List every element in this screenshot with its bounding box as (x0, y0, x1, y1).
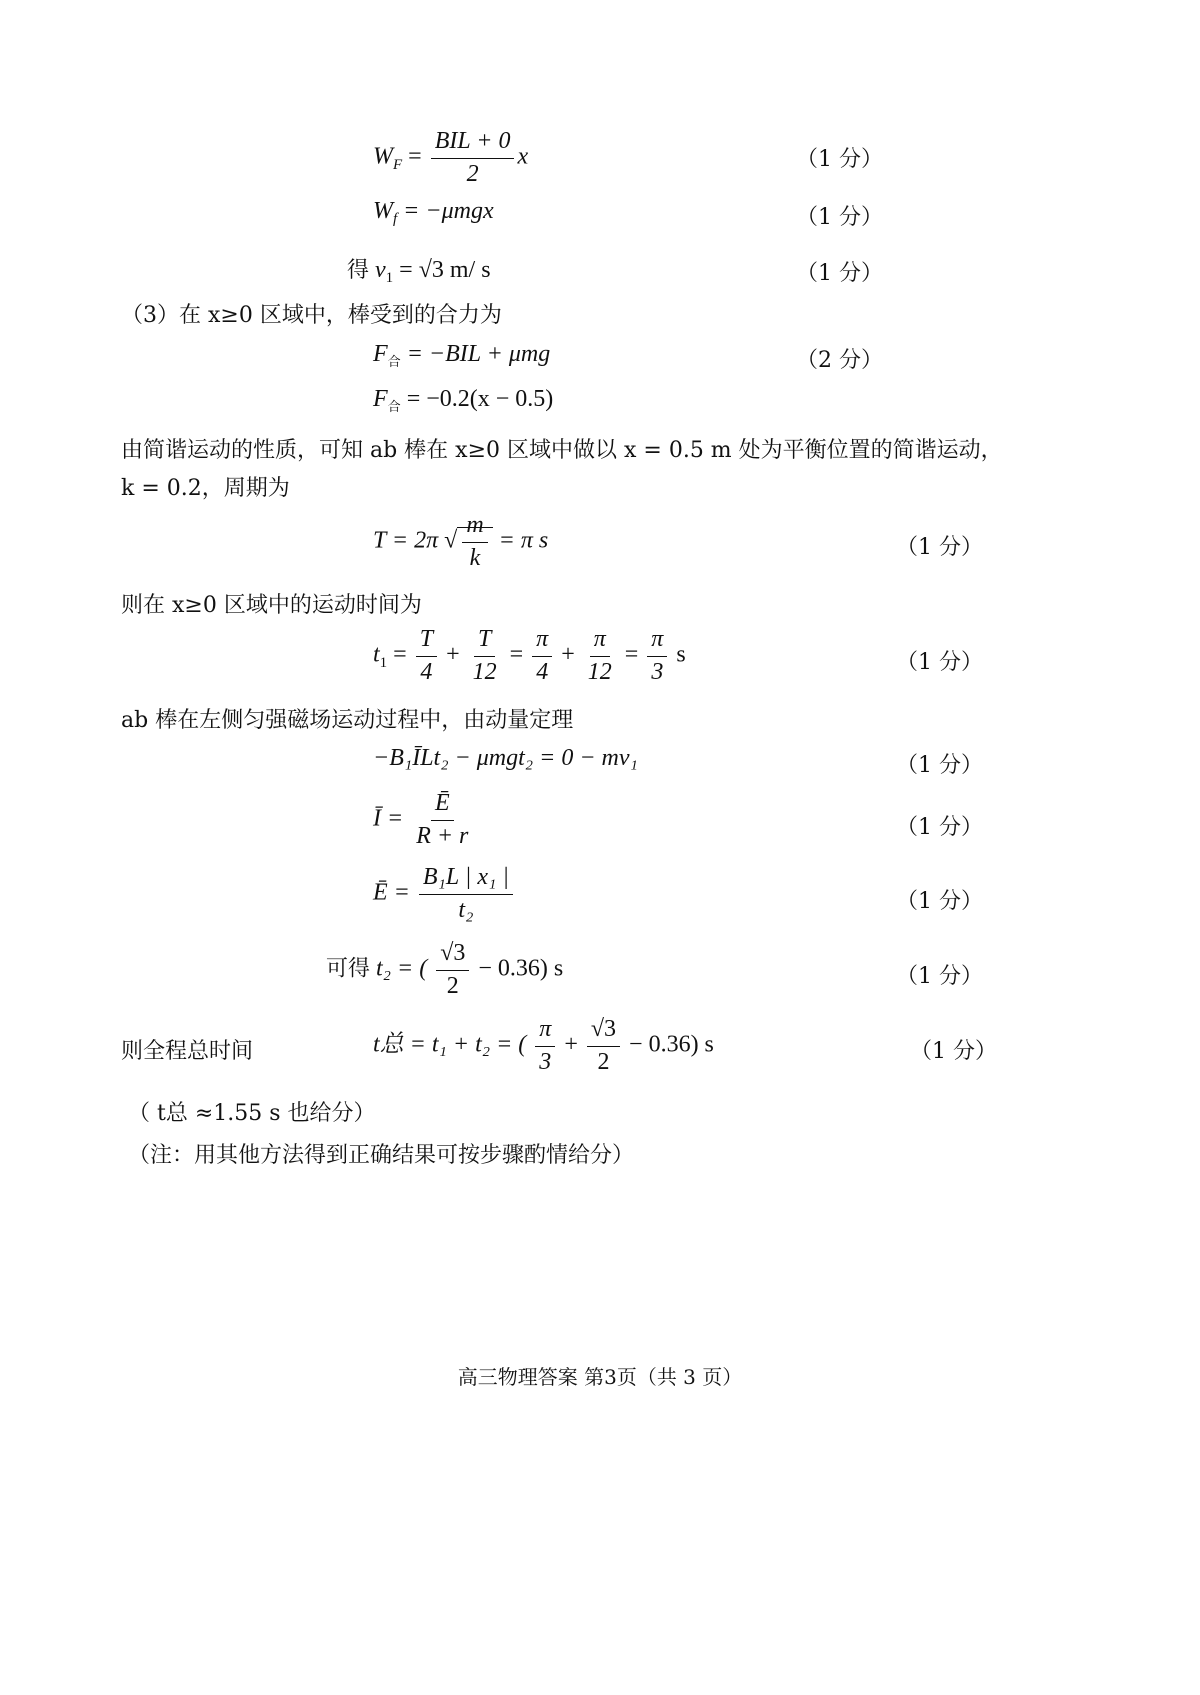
method-note: （注：用其他方法得到正确结果可按步骤酌情给分） (128, 1143, 635, 1168)
current-average-equation: Ī = $\frac{Ē}{R + r}$ (373, 790, 469, 849)
net-force-equation: $F_合 = -BIL + \mu mg$ (373, 341, 551, 370)
score-3: （1 分） (796, 261, 883, 286)
shm-text-line1: 由简谐运动的性质，可知 ab 棒在 x≥0 区域中做以 x = 0.5 m 处为平衡位置的简谐运动， (121, 438, 1003, 463)
total-time-word: 则全程总时间 (121, 1039, 254, 1064)
t2-equation: 可得 t₂ = ( $\frac{√3}{2}$ − 0.36) s (326, 940, 564, 999)
score-10: （1 分） (896, 964, 983, 989)
part3-intro: （3）在 x≥0 区域中，棒受到的合力为 (121, 303, 502, 328)
score-6: （1 分） (896, 650, 983, 675)
score-11: （1 分） (910, 1039, 997, 1064)
velocity-result: 得 $v_1 = √3$ m/ s (347, 257, 491, 286)
emf-average-equation: Ē = $\frac{\text{B₁L | x₁ |}}{\text{t₂}}$ (373, 864, 516, 924)
momentum-intro: ab 棒在左侧匀强磁场运动过程中，由动量定理 (121, 708, 574, 733)
score-4: （2 分） (796, 348, 883, 373)
score-8: （1 分） (896, 815, 983, 840)
work-force-equation: $W_F$ = $\frac{\text{BIL + 0}}{2}$ x (373, 128, 529, 187)
score-2: （1 分） (796, 205, 883, 230)
t1-equation: $t_1$ = $\frac{T}{4}$ + $\frac{T}{12}$ = $\frac{\pi}{4}$ + $\frac{\pi}{12}$ = $\frac{\pi}{3}$ s (373, 626, 686, 685)
net-force-linear: $F_合 = -0.2(x - 0.5)$ (373, 386, 554, 415)
score-1: （1 分） (796, 147, 883, 172)
score-7: （1 分） (896, 753, 983, 778)
momentum-equation: −B₁ĪLt₂ − μmgt₂ = 0 − mv₁ (373, 745, 638, 771)
period-equation: T = 2π √ $\frac{m}{k}$ = π s (373, 512, 549, 571)
page-footer: 高三物理答案 第3页（共 3 页） (457, 1365, 743, 1389)
approx-note: （ t总 ≈1.55 s 也给分） (128, 1101, 376, 1126)
score-5: （1 分） (896, 535, 983, 560)
total-time-equation: t总 = t₁ + t₂ = ( $\frac{\pi}{3}$ + $\frac{√3}{2}$ − 0.36) s (373, 1016, 714, 1075)
time-intro: 则在 x≥0 区域中的运动时间为 (121, 593, 422, 618)
shm-text-line2: k = 0.2，周期为 (121, 476, 290, 501)
work-friction-equation: $W_f = -\mu mgx$ (373, 198, 494, 227)
score-9: （1 分） (896, 889, 983, 914)
